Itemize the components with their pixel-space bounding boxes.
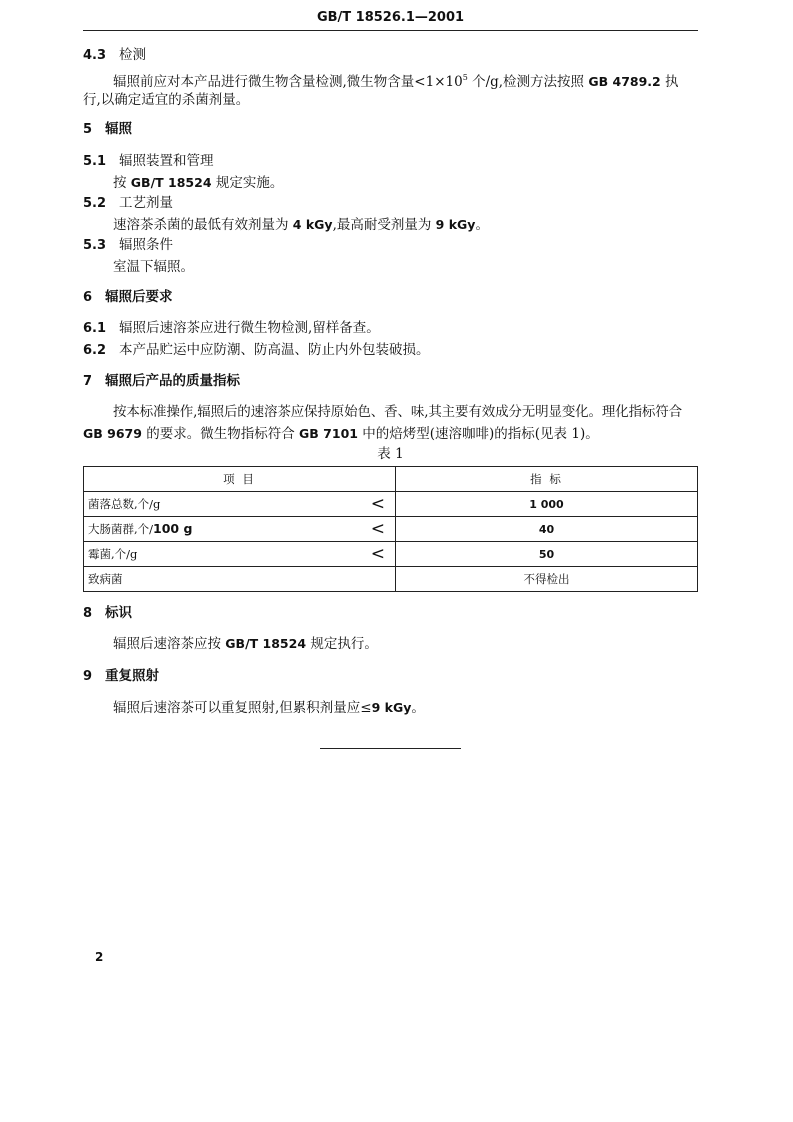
section-9-heading — [83, 666, 159, 687]
clause-4-3-paragraph-line2: 行,以确定适宜的杀菌剂量。 — [83, 92, 250, 108]
clause-5-3-heading — [83, 235, 173, 256]
table-cell-value: 50 — [396, 542, 698, 567]
clause-title: 辐照条件 — [119, 237, 173, 253]
clause-title: 工艺剂量 — [119, 195, 173, 211]
clause-number: 6.2 — [83, 343, 107, 358]
table-row — [84, 517, 698, 542]
clause-number: 6.1 — [83, 321, 107, 336]
page-number: 2 — [95, 950, 104, 964]
clause-5-1-text — [113, 173, 283, 193]
clause-number: 5.3 — [83, 238, 107, 253]
section-number: 9 — [83, 669, 93, 684]
table-row — [84, 492, 698, 517]
column-header-item: 项 目 — [84, 467, 396, 492]
table-cell-item — [84, 542, 396, 567]
less-than-symbol: < — [370, 543, 385, 564]
table-cell-value: 40 — [396, 517, 698, 542]
paragraph-text: 速溶茶杀菌的最低有效剂量为 — [113, 217, 293, 233]
section-number: 6 — [83, 290, 93, 305]
item-label: 霉菌,个/g — [88, 547, 138, 561]
item-label: 致病菌 — [88, 572, 123, 586]
section-title: 辐照后产品的质量指标 — [105, 373, 240, 389]
section-7-heading — [83, 371, 240, 392]
clause-5-1-heading — [83, 151, 214, 172]
table-caption: 表 1 — [377, 446, 404, 462]
exponent: 5 — [462, 73, 468, 82]
paragraph-text: 按 — [113, 175, 131, 191]
section-5-heading — [83, 119, 132, 140]
section-7-paragraph-line1: 按本标准操作,辐照后的速溶茶应保持原始色、香、味,其主要有效成分无明显变化。理化指标符合 — [113, 404, 682, 420]
paragraph-text: 辐照前应对本产品进行微生物含量检测,微生物含量<1×10 — [113, 74, 463, 90]
section-title: 标识 — [105, 605, 132, 621]
section-title: 辐照 — [105, 121, 132, 137]
table-cell-item — [84, 492, 396, 517]
section-title: 辐照后要求 — [105, 289, 173, 305]
section-6-heading — [83, 287, 173, 308]
clause-text: 辐照后速溶茶应进行微生物检测,留样备查。 — [119, 320, 380, 336]
section-number: 8 — [83, 606, 93, 621]
clause-title: 辐照装置和管理 — [119, 153, 214, 169]
less-than-symbol: < — [370, 493, 385, 514]
running-header: GB/T 18526.1—2001 — [316, 10, 465, 25]
table-cell-item — [84, 567, 396, 592]
clause-title: 检测 — [119, 47, 146, 63]
clause-number: 5.1 — [83, 154, 107, 169]
item-label: 大肠菌群,个/ — [88, 522, 154, 536]
section-number: 5 — [83, 122, 93, 137]
clause-6-1 — [83, 318, 380, 339]
table-row — [84, 542, 698, 567]
section-8-heading — [83, 603, 132, 624]
item-unit: 100 g — [153, 521, 193, 536]
section-7-paragraph-line2 — [83, 424, 599, 444]
microbial-limits-table — [83, 466, 698, 592]
paragraph-text: 。 — [475, 217, 489, 233]
section-number: 7 — [83, 374, 93, 389]
section-8-text — [113, 634, 378, 654]
clause-4-3-heading — [83, 45, 146, 66]
paragraph-text: 中的焙烤型(速溶咖啡)的指标(见表 1)。 — [357, 426, 599, 442]
item-label: 菌落总数,个/g — [88, 497, 161, 511]
paragraph-text: 执 — [660, 74, 679, 90]
clause-5-2-text — [113, 215, 489, 235]
standard-reference: GB 7101 — [299, 426, 358, 441]
dose-value: 4 kGy — [292, 217, 333, 232]
standard-reference: GB 9679 — [83, 426, 142, 441]
dose-value: 9 kGy — [435, 217, 476, 232]
clause-5-2-heading — [83, 193, 173, 214]
end-of-standard-rule — [320, 748, 461, 749]
column-header-limit: 指 标 — [396, 467, 698, 492]
header-rule — [83, 30, 698, 31]
standard-reference: GB 4789.2 — [588, 74, 661, 89]
clause-number: 4.3 — [83, 48, 107, 63]
clause-6-2 — [83, 340, 430, 361]
paragraph-text: 辐照后速溶茶应按 — [113, 636, 226, 652]
clause-4-3-paragraph-line1 — [113, 68, 679, 92]
clause-text: 本产品贮运中应防潮、防高温、防止内外包装破损。 — [119, 342, 430, 358]
table-header-row — [84, 467, 698, 492]
less-than-symbol: < — [370, 518, 385, 539]
paragraph-text: 规定执行。 — [306, 636, 378, 652]
table-cell-value: 不得检出 — [396, 567, 698, 592]
paragraph-text: 规定实施。 — [211, 175, 284, 191]
paragraph-text: 辐照后速溶茶可以重复照射,但累积剂量应≤ — [113, 700, 372, 716]
table-cell-item — [84, 517, 396, 542]
paragraph-text: 。 — [411, 700, 425, 716]
unit-text: 个/g — [467, 74, 499, 90]
paragraph-text: 的要求。微生物指标符合 — [141, 426, 300, 442]
section-title: 重复照射 — [105, 668, 159, 684]
table-cell-value: 1 000 — [396, 492, 698, 517]
standard-reference: GB/T 18524 — [130, 175, 212, 190]
standard-reference: GB/T 18524 — [225, 636, 307, 651]
clause-5-3-text: 室温下辐照。 — [113, 259, 194, 275]
paragraph-text: ,检测方法按照 — [498, 74, 589, 90]
section-9-text — [113, 698, 425, 718]
paragraph-text: ,最高耐受剂量为 — [332, 217, 436, 233]
clause-number: 5.2 — [83, 196, 107, 211]
dose-value: 9 kGy — [371, 700, 412, 715]
table-row — [84, 567, 698, 592]
